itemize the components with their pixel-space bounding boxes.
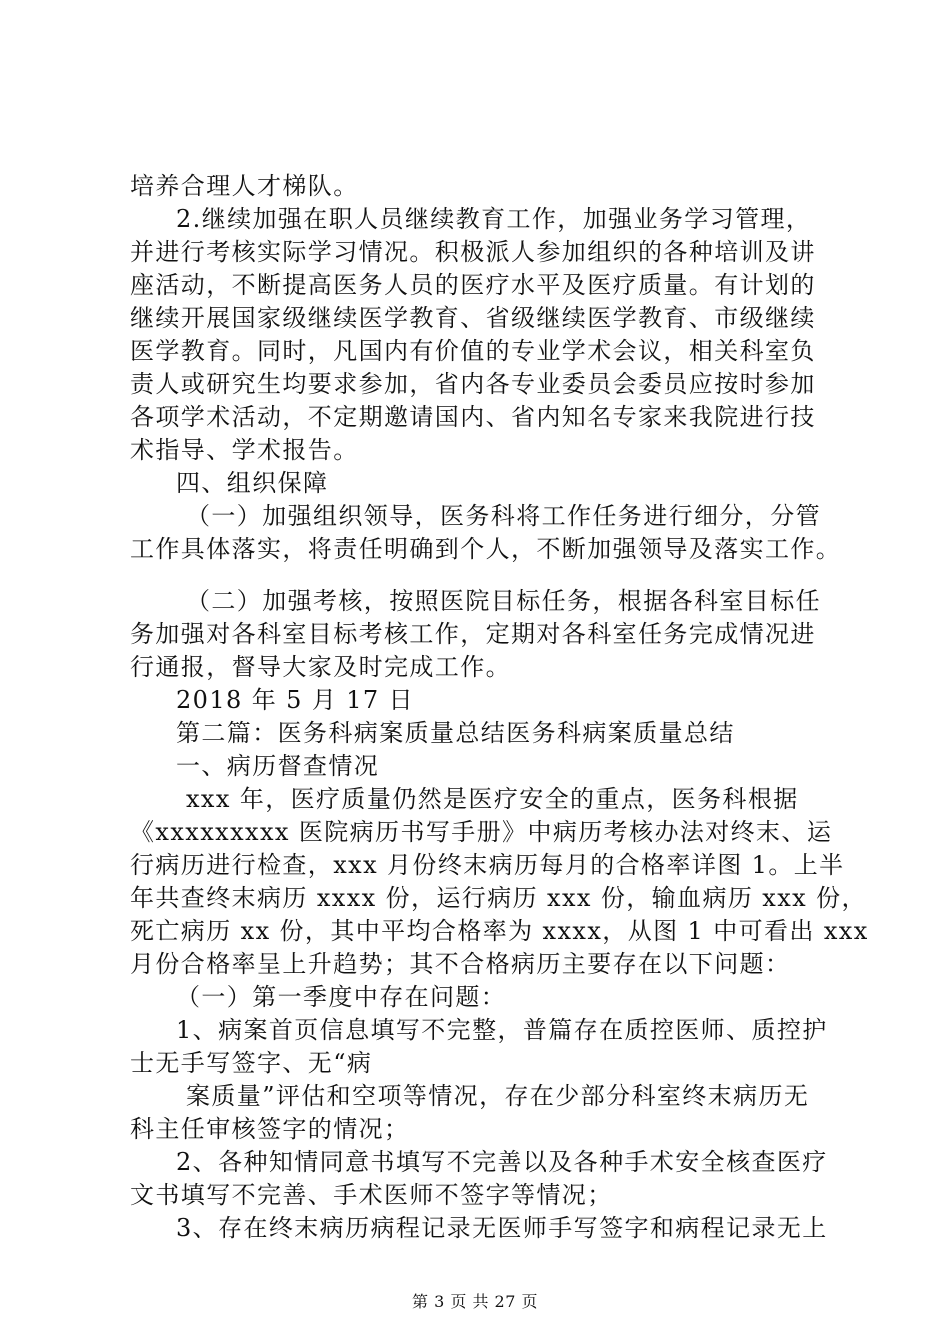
text-line: 术指导、学术报告。 — [130, 436, 359, 464]
text-line: 行病历进行检查，xxx 月份终末病历每月的合格率详图 1。上半 — [130, 851, 845, 879]
text-line: 行通报，督导大家及时完成工作。 — [130, 653, 511, 681]
text-line: xxx 年，医疗质量仍然是医疗安全的重点，医务科根据 — [186, 785, 799, 813]
section-heading: 四、组织保障 — [176, 469, 329, 497]
text-line: 2.继续加强在职人员继续教育工作，加强业务学习管理， — [176, 205, 812, 233]
text-line: 士无手写签字、无“病 — [130, 1049, 373, 1077]
text-line: 各项学术活动，不定期邀请国内、省内知名专家来我院进行技 — [130, 403, 816, 431]
text-line: 死亡病历 xx 份，其中平均合格率为 xxxx，从图 1 中可看出 xxx — [130, 917, 869, 945]
text-line: 年共查终末病历 xxxx 份，运行病历 xxx 份，输血病历 xxx 份， — [130, 884, 867, 912]
text-line: （二）加强考核，按照医院目标任务，根据各科室目标任 — [186, 587, 821, 615]
text-line: （一）加强组织领导，医务科将工作任务进行细分，分管 — [186, 502, 821, 530]
text-line: 案质量”评估和空项等情况，存在少部分科室终末病历无 — [186, 1082, 810, 1110]
text-line: 继续开展国家级继续医学教育、省级继续医学教育、市级继续 — [130, 304, 816, 332]
text-line: 2、各种知情同意书填写不完善以及各种手术安全核查医疗 — [176, 1148, 828, 1176]
chapter-title: 第二篇：医务科病案质量总结医务科病案质量总结 — [176, 719, 735, 747]
text-line: 医学教育。同时，凡国内有价值的专业学术会议，相关科室负 — [130, 337, 816, 365]
page-footer: 第 3 页 共 27 页 — [412, 1292, 538, 1311]
text-line: 文书填写不完善、手术医师不签字等情况； — [130, 1181, 613, 1209]
text-line: 责人或研究生均要求参加，省内各专业委员会委员应按时参加 — [130, 370, 816, 398]
subsection-heading: （一）第一季度中存在问题： — [176, 983, 507, 1011]
text-line: 1、病案首页信息填写不完整，普篇存在质控医师、质控护 — [176, 1016, 828, 1044]
text-line: 《xxxxxxxxx 医院病历书写手册》中病历考核办法对终末、运 — [130, 818, 833, 846]
section-heading: 一、病历督查情况 — [176, 752, 380, 780]
text-line: 工作具体落实，将责任明确到个人，不断加强领导及落实工作。 — [130, 535, 842, 563]
date-line: 2018 年 5 月 17 日 — [176, 686, 415, 714]
text-line: 科主任审核签字的情况； — [130, 1115, 410, 1143]
text-line: 座活动，不断提高医务人员的医疗水平及医疗质量。有计划的 — [130, 271, 816, 299]
text-line: 3、存在终末病历病程记录无医师手写签字和病程记录无上 — [176, 1214, 828, 1242]
text-line: 培养合理人才梯队。 — [130, 172, 359, 200]
text-line: 务加强对各科室目标考核工作，定期对各科室任务完成情况进 — [130, 620, 816, 648]
text-line: 并进行考核实际学习情况。积极派人参加组织的各种培训及讲 — [130, 238, 816, 266]
text-line: 月份合格率呈上升趋势；其不合格病历主要存在以下问题： — [130, 950, 791, 978]
